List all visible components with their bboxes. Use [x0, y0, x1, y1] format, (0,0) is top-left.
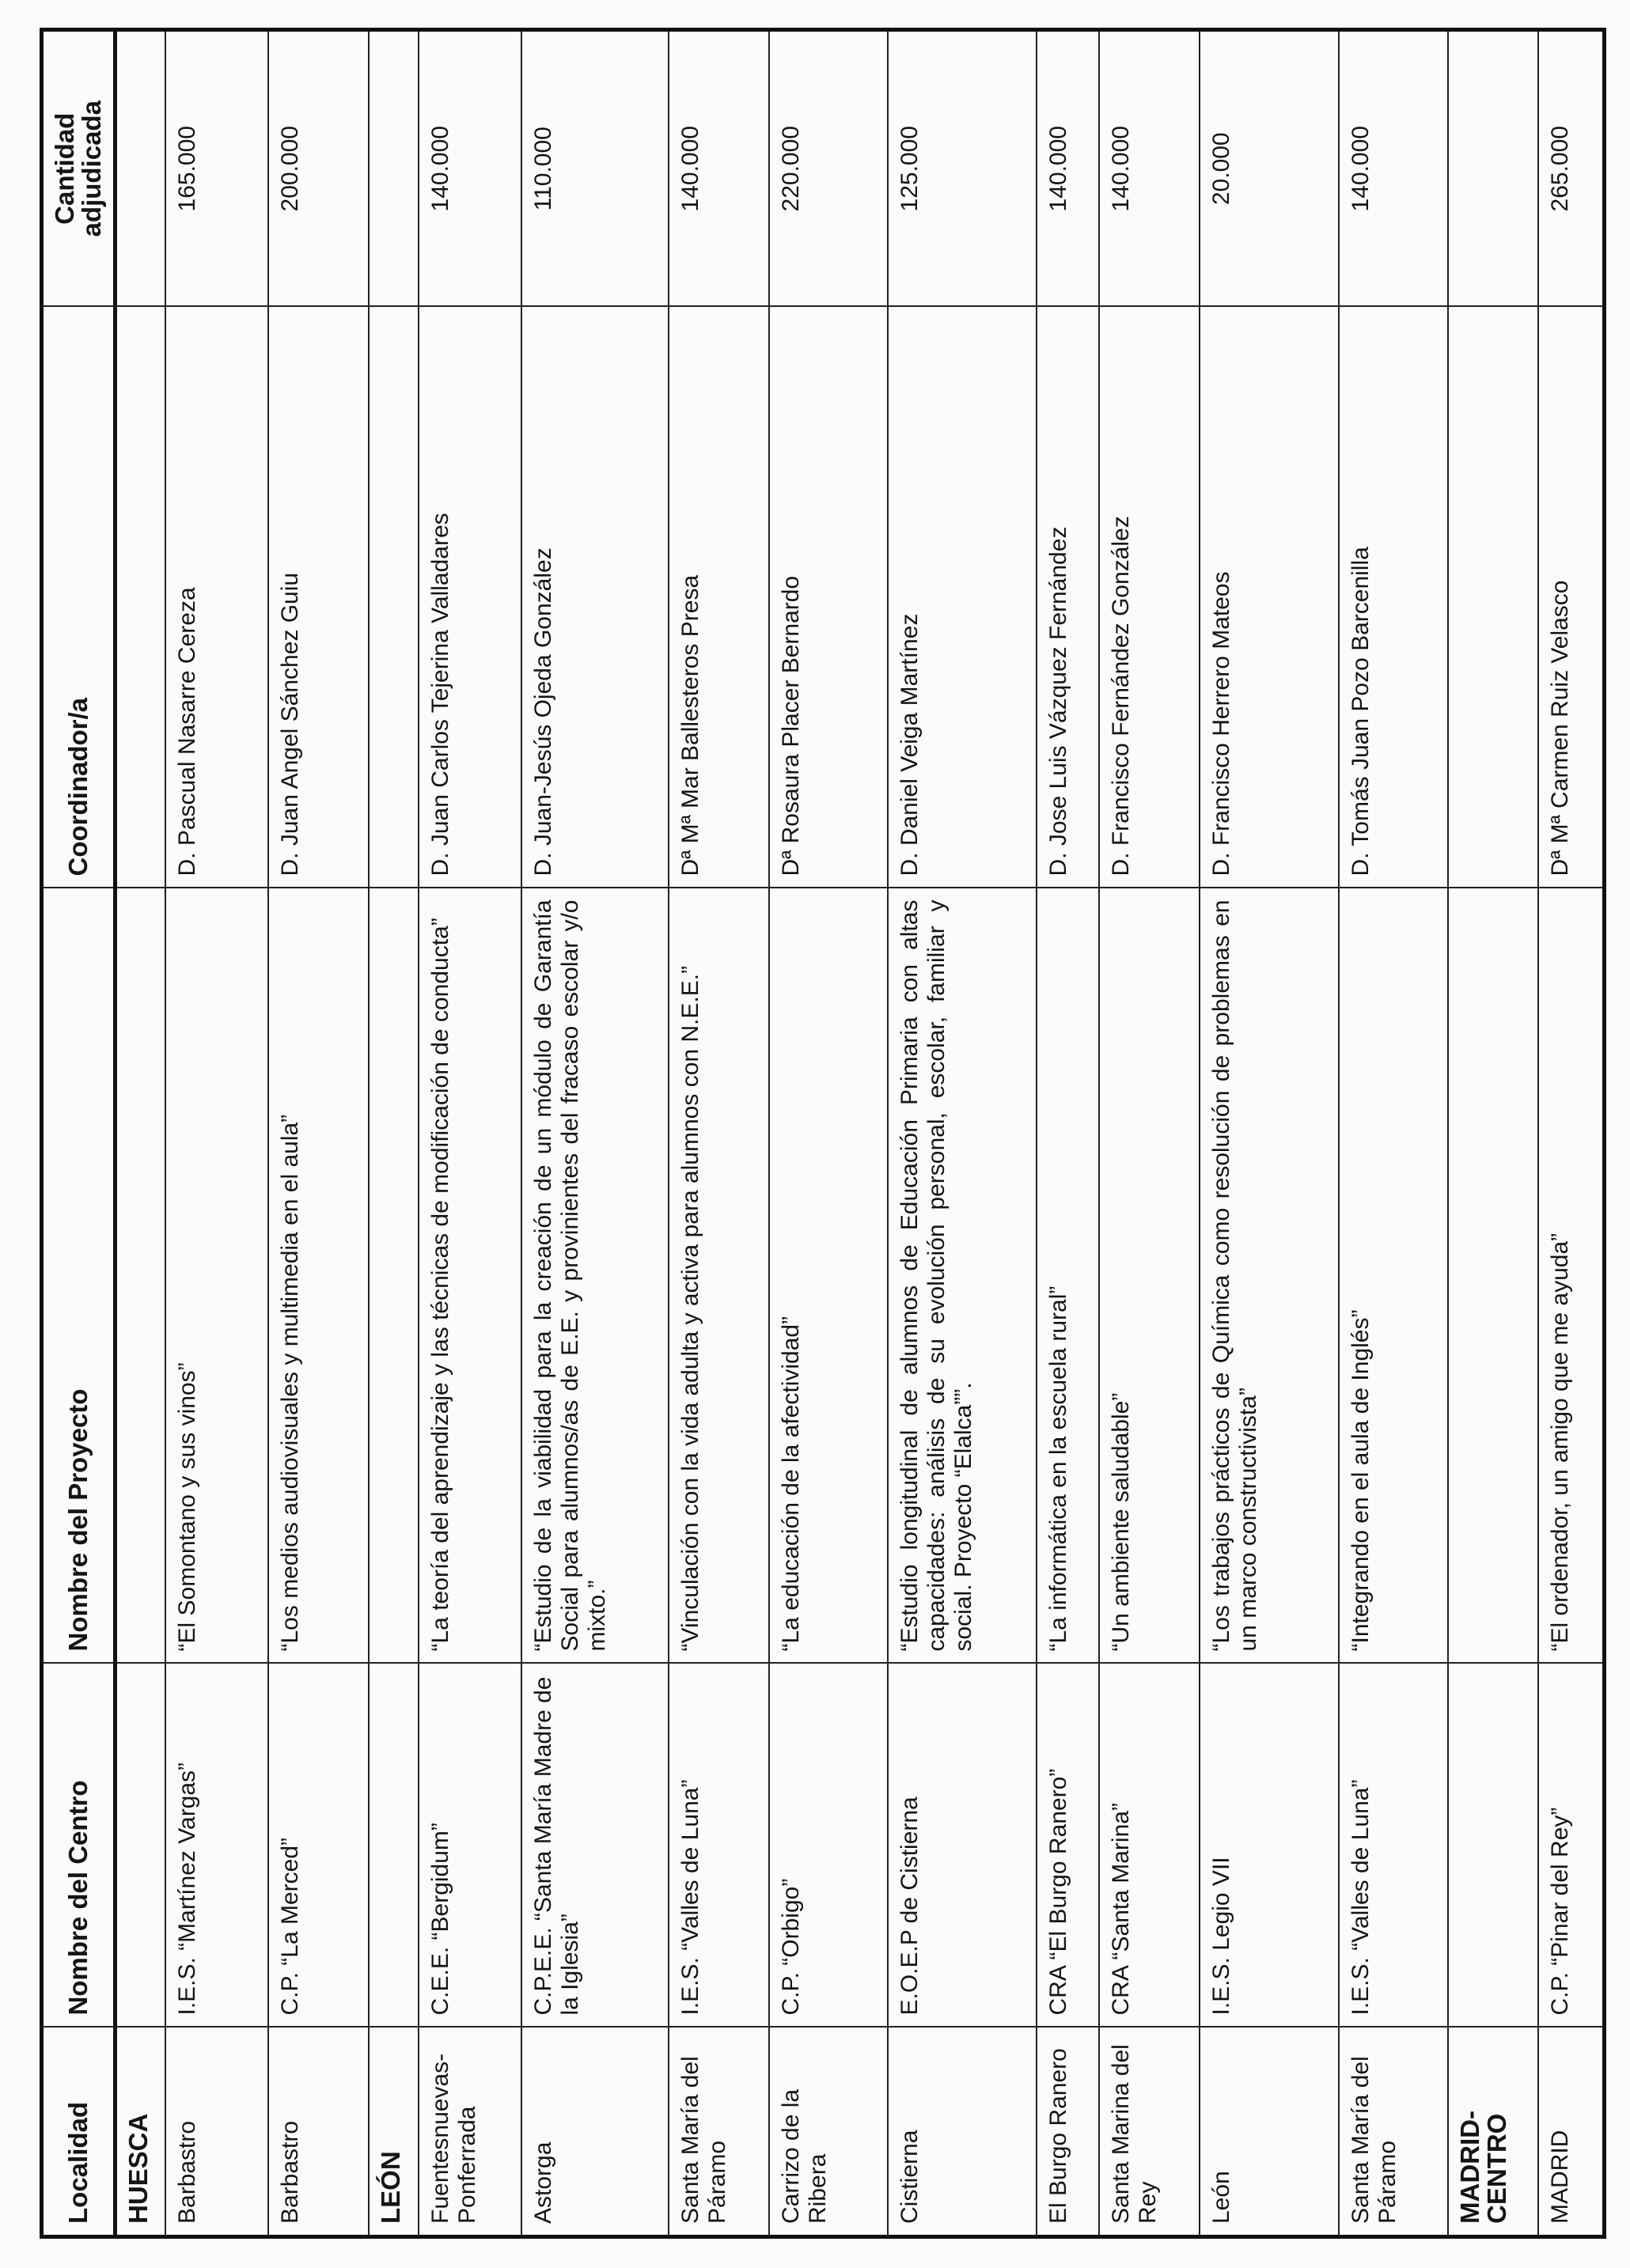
cell-centro: C.P. “Orbigo”: [769, 1664, 887, 2028]
cell-cantidad: 140.000: [1099, 30, 1200, 307]
region-label: MADRID-CENTRO: [1448, 2028, 1538, 2237]
cell-cantidad: 20.000: [1200, 30, 1338, 307]
cell-localidad: León: [1200, 2028, 1338, 2237]
cell-proyecto: “Estudio longitudinal de alumnos de Educación Primaria con altas capacidades: análisis de su evolución personal, escolar, familiar y social. Proyecto “Elalca””.: [888, 888, 1037, 1664]
cell-cantidad: 140.000: [1339, 30, 1448, 307]
cell-cantidad: 110.000: [521, 30, 669, 307]
cell-coordinador: D. Tomás Juan Pozo Barcenilla: [1339, 307, 1448, 888]
cell-proyecto: “El Somontano y sus vinos”: [165, 888, 267, 1664]
region-row: [1448, 30, 1538, 2237]
cell-centro: C.P. “La Merced”: [268, 1664, 369, 2028]
cell-coordinador: Dª Rosaura Placer Bernardo: [769, 307, 887, 888]
table-row: [769, 30, 887, 2237]
cell-proyecto: “La educación de la afectividad”: [769, 888, 887, 1664]
cell-coordinador: D. Jose Luis Vázquez Fernández: [1037, 307, 1099, 888]
cell-proyecto: “Vinculación con la vida adulta y activa para alumnos con N.E.E.”: [669, 888, 769, 1664]
cell-cantidad: 200.000: [268, 30, 369, 307]
projects-table: [40, 28, 1606, 2239]
table-row: [419, 30, 521, 2237]
cell-coordinador: D. Juan Carlos Tejerina Valladares: [419, 307, 521, 888]
cell-localidad: Astorga: [521, 2028, 669, 2237]
cell-centro: E.O.E.P de Cistierna: [888, 1664, 1037, 2028]
cell-centro: I.E.S. “Martínez Vargas”: [165, 1664, 267, 2028]
region-row: [116, 30, 166, 2237]
cell-localidad: Barbastro: [268, 2028, 369, 2237]
table-row: [669, 30, 769, 2237]
header-coordinador: Coordinador/a: [42, 307, 116, 888]
cell-centro: C.P.E.E. “Santa María Madre de la Iglesia”: [521, 1664, 669, 2028]
cell-proyecto: “Los medios audiovisuales y multimedia en el aula”: [268, 888, 369, 1664]
table-row: [1200, 30, 1338, 2237]
cell-localidad: Cistierna: [888, 2028, 1037, 2237]
cell-cantidad: 125.000: [888, 30, 1037, 307]
cell-centro: I.E.S. “Valles de Luna”: [669, 1664, 769, 2028]
cell-proyecto: “Los trabajos prácticos de Química como resolución de problemas en un marco constructivista”: [1200, 888, 1338, 1664]
cell-coordinador: Dª Mª Carmen Ruiz Velasco: [1538, 307, 1604, 888]
cell-centro: CRA “Santa Marina”: [1099, 1664, 1200, 2028]
cell-cantidad: 220.000: [769, 30, 887, 307]
region-label: LEÓN: [369, 2028, 419, 2237]
cell-proyecto: “Integrando en el aula de Inglés”: [1339, 888, 1448, 1664]
cell-localidad: Santa María del Páramo: [1339, 2028, 1448, 2237]
cell-localidad: Barbastro: [165, 2028, 267, 2237]
cell-proyecto: “El ordenador, un amigo que me ayuda”: [1538, 888, 1604, 1664]
cell-localidad: Carrizo de la Ribera: [769, 2028, 887, 2237]
table-row: [888, 30, 1037, 2237]
cell-centro: I.E.S. “Valles de Luna”: [1339, 1664, 1448, 2028]
header-row: [42, 30, 116, 2237]
cell-proyecto: “La informática en la escuela rural”: [1037, 888, 1099, 1664]
cell-localidad: Santa Marina del Rey: [1099, 2028, 1200, 2237]
rotated-sheet: [40, 32, 1606, 2239]
table-row: [1538, 30, 1604, 2237]
cell-coordinador: D. Juan Angel Sánchez Guiu: [268, 307, 369, 888]
cell-coordinador: D. Daniel Veiga Martínez: [888, 307, 1037, 888]
cell-coordinador: D. Francisco Herrero Mateos: [1200, 307, 1338, 888]
cell-cantidad: 165.000: [165, 30, 267, 307]
table-row: [268, 30, 369, 2237]
cell-cantidad: 140.000: [419, 30, 521, 307]
header-proyecto: Nombre del Proyecto: [42, 888, 116, 1664]
cell-localidad: El Burgo Ranero: [1037, 2028, 1099, 2237]
table-row: [521, 30, 669, 2237]
cell-proyecto: “Estudio de la viabilidad para la creación de un módulo de Garantía Social para alumnos/as de E.E. y provinientes del fracaso escolar y/o mixto.”: [521, 888, 669, 1664]
header-localidad: Localidad: [42, 2028, 116, 2237]
table-row: [165, 30, 267, 2237]
cell-localidad: Santa María del Páramo: [669, 2028, 769, 2237]
table-row: [1099, 30, 1200, 2237]
cell-coordinador: Dª Mª Mar Ballesteros Presa: [669, 307, 769, 888]
cell-centro: C.E.E. “Bergidum”: [419, 1664, 521, 2028]
cell-localidad: Fuentesnuevas-Ponferrada: [419, 2028, 521, 2237]
header-centro: Nombre del Centro: [42, 1664, 116, 2028]
cell-coordinador: D. Pascual Nasarre Cereza: [165, 307, 267, 888]
region-row: [369, 30, 419, 2237]
region-label: HUESCA: [116, 2028, 166, 2237]
cell-centro: I.E.S. Legio VII: [1200, 1664, 1338, 2028]
cell-proyecto: “La teoría del aprendizaje y las técnicas de modificación de conducta”: [419, 888, 521, 1664]
table-row: [1037, 30, 1099, 2237]
table-row: [1339, 30, 1448, 2237]
header-cantidad: Cantidad adjudicada: [42, 30, 116, 307]
cell-centro: CRA “El Burgo Ranero”: [1037, 1664, 1099, 2028]
cell-proyecto: “Un ambiente saludable”: [1099, 888, 1200, 1664]
cell-cantidad: 265.000: [1538, 30, 1604, 307]
cell-centro: C.P. “Pinar del Rey”: [1538, 1664, 1604, 2028]
cell-cantidad: 140.000: [669, 30, 769, 307]
cell-coordinador: D. Francisco Fernández González: [1099, 307, 1200, 888]
cell-localidad: MADRID: [1538, 2028, 1604, 2237]
cell-coordinador: D. Juan-Jesús Ojeda González: [521, 307, 669, 888]
cell-cantidad: 140.000: [1037, 30, 1099, 307]
